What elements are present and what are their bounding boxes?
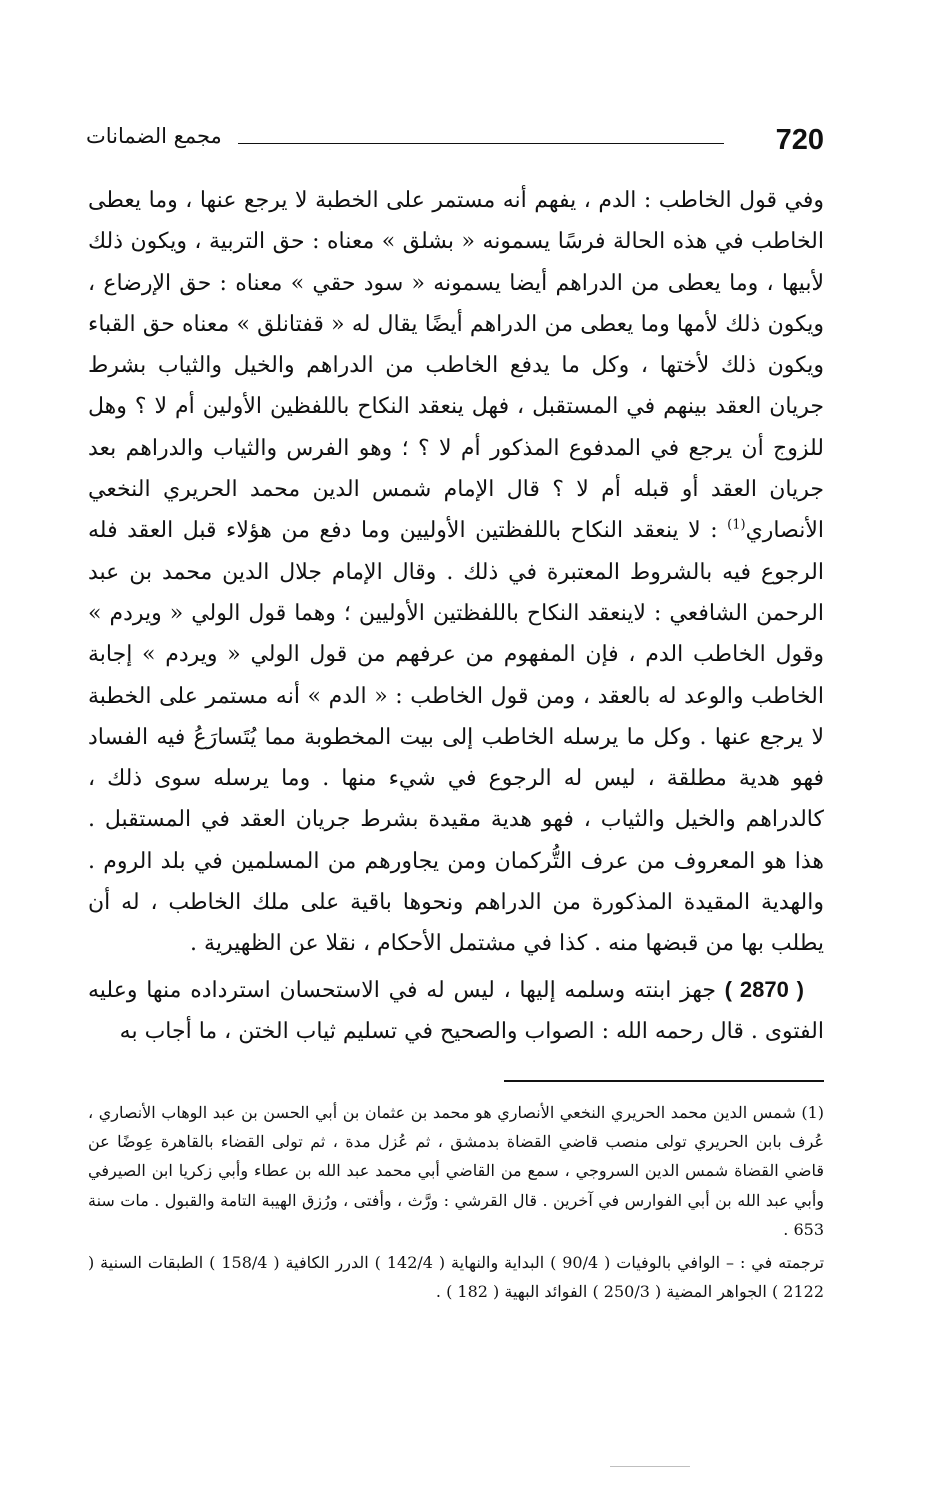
paragraph-2	[88, 969, 824, 1053]
paragraph-2-text: جهز ابنته وسلمه إليها ، ليس له في الاستحسان استرداده منها وعليه الفتوى . قال رحمه الله : الصواب والصحيح في تسليم ثياب الختن ، ما أجاب به	[88, 977, 824, 1044]
paragraph-1-part-1: وفي قول الخاطب : الدم ، يفهم أنه مستمر على الخطبة لا يرجع عنها ، وما يعطى الخاطب في هذه الحالة فرسًا يسمونه « بشلق » معناه : حق التربية ، ويكون ذلك لأبيها ، وما يعطى من الدراهم أيضا يسمونه « سود حقي » معناه : حق الإرضاع ، ويكون ذلك لأمها وما يعطى من الدراهم أيضًا يقال له « قفتانلق » معناه حق القباء ويكون ذلك لأختها ، وكل ما يدفع الخاطب من الدراهم والخيل والثياب بشرط جريان العقد بينهم في المستقبل ، فهل ينعقد النكاح باللفظين الأولين أم لا ؟ وهل للزوج أن يرجع في المدفوع المذكور أم لا ؟ ؛ وهو الفرس والثياب والدراهم بعد جريان العقد أو قبله أم لا ؟ قال الإمام شمس الدين محمد الحريري النخعي الأنصاري	[88, 188, 824, 544]
paragraph-1	[88, 180, 824, 965]
footnote-1-biography: (1) شمس الدين محمد الحريري النخعي الأنصاري هو محمد بن عثمان بن أبي الحسن بن عبد الوهاب الأنصاري ، عُرف بابن الحريري تولى منصب قاضي القضاة بدمشق ، ثم عُزل مدة ، ثم تولى القضاء بالقاهرة عِوضًا عن قاضي القضاة شمس الدين السروجي ، سمع من القاضي أبي محمد عبد الله بن عطاء وأبي زكريا ابن الصيرفي وأبي عبد الله بن أبي الفوارس في آخرين . قال القرشي : ورَّث ، وأفتى ، ورُزق الهيبة التامة والقبول . مات سنة 653 .	[88, 1103, 825, 1239]
entry-number: ( 2870 )	[724, 976, 804, 1002]
main-text	[88, 180, 824, 1052]
paragraph-1-part-2: : لا ينعقد النكاح باللفظتين الأوليين وما دفع من هؤلاء قبل العقد فله الرجوع فيه بالشروط المعتبرة في ذلك . وقال الإمام جلال الدين محمد بن عبد الرحمن الشافعي : لاينعقد النكاح باللفظتين الأوليين ؛ وهما قول الولي « ويردم » وقول الخاطب الدم ، فإن المفهوم من عرفهم من قول الولي « ويردم » إجابة الخاطب والوعد له بالعقد ، ومن قول الخاطب : « الدم » أنه مستمر على الخطبة لا يرجع عنها . وكل ما يرسله الخاطب إلى بيت المخطوبة مما يُتَسارَعُ فيه الفساد فهو هدية مطلقة ، ليس له الرجوع في شيء منها . وما يرسله سوى ذلك ، كالدراهم والخيل والثياب ، فهو هدية مقيدة بشرط جريان العقد في المستقبل . هذا هو المعروف من عرف التُّركمان ومن يجاورهم من المسلمين في بلد الروم . والهدية المقيدة المذكورة من الدراهم ونحوها باقية على ملك الخاطب ، له أن يطلب بها من قبضها منه . كذا في مشتمل الأحكام ، نقلا عن الظهيرية .	[88, 518, 824, 957]
page-header	[86, 122, 824, 168]
footnote-reference: (1)	[727, 518, 746, 534]
footnote-divider	[504, 1080, 824, 1082]
scan-mark	[610, 1466, 690, 1468]
footnotes	[88, 1098, 824, 1306]
page-number: 720	[775, 124, 824, 156]
header-divider	[238, 143, 724, 144]
footnote-1-sources: ترجمته في : – الوافي بالوفيات ( 90/4 ) البداية والنهاية ( 142/4 ) الدرر الكافية ( 158/4 ) الطبقات السنية ( 2122 ) الجواهر المضية ( 250/3 ) الفوائد البهية ( 182 ) .	[88, 1253, 825, 1302]
running-title: مجمع الضمانات	[86, 124, 222, 148]
